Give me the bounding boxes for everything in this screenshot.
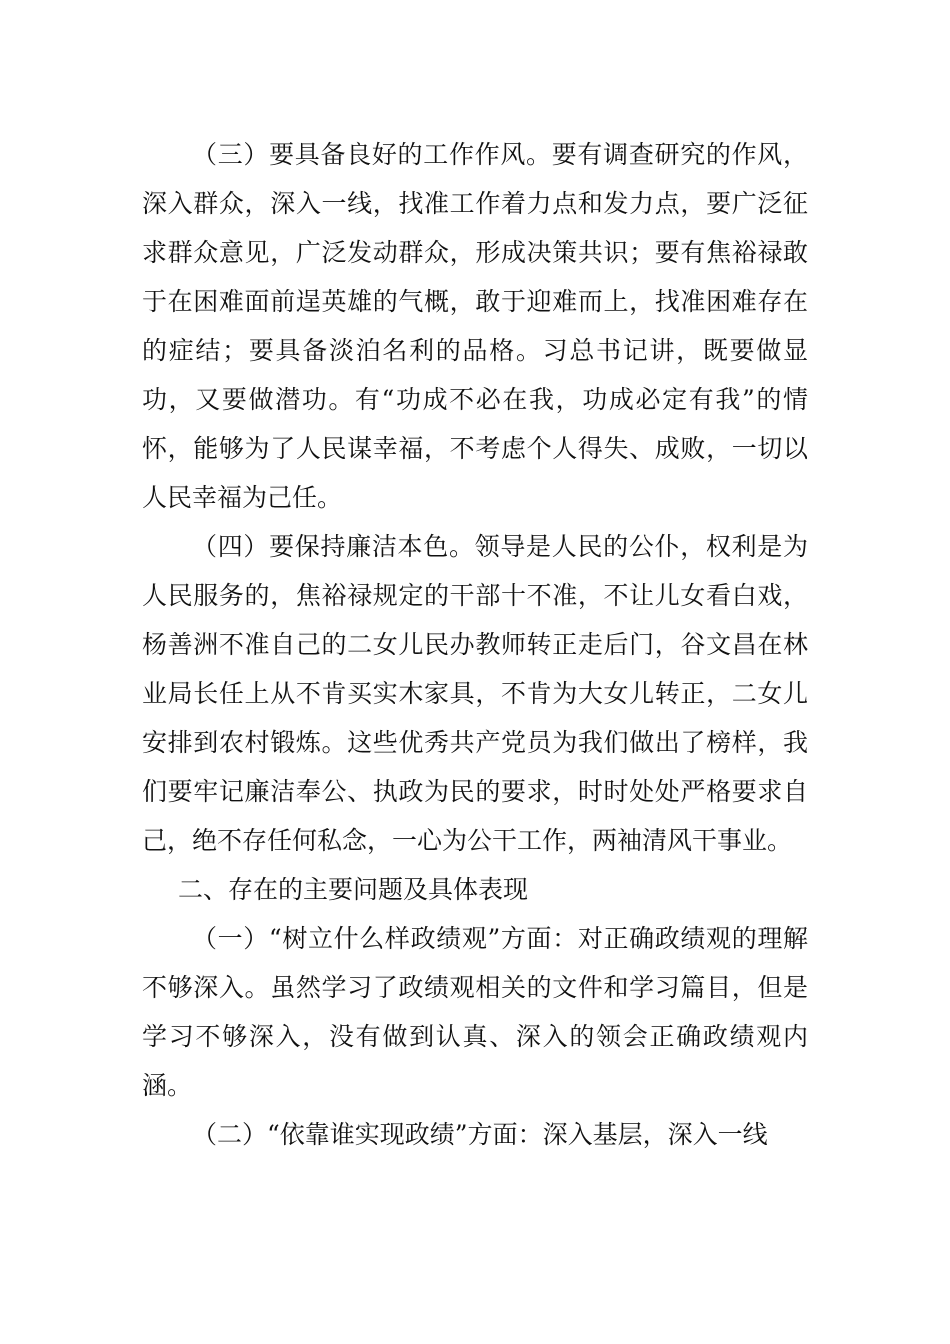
- section-heading: 二、存在的主要问题及具体表现: [178, 875, 529, 904]
- document-body: [142, 130, 808, 1159]
- paragraph-performance-view: （一）“树立什么样政绩观”方面：对正确政绩观的理解不够深入。虽然学习了政绩观相关的文件和学习篇目，但是学习不够深入，没有做到认真、深入的领会正确政绩观内涵。: [142, 924, 808, 1100]
- paragraph-integrity: （四）要保持廉洁本色。领导是人民的公仆，权利是为人民服务的，焦裕禄规定的干部十不准，不让儿女看白戏，杨善洲不准自己的二女儿民办教师转正走后门，谷文昌在林业局长任上从不肯买实木家具，不肯为大女儿转正，二女儿安排到农村锻炼。这些优秀共产党员为我们做出了榜样，我们要牢记廉洁奉公、执政为民的要求，时时处处严格要求自己，绝不存任何私念，一心为公干工作，两袖清风干事业。: [142, 532, 808, 855]
- paragraph-work-style: （三）要具备良好的工作作风。要有调查研究的作风，深入群众，深入一线，找准工作着力点和发力点，要广泛征求群众意见，广泛发动群众，形成决策共识；要有焦裕禄敢于在困难面前逞英雄的气概，敢于迎难而上，找准困难存在的症结；要具备淡泊名利的品格。习总书记讲，既要做显功，又要做潜功。有“功成不必在我，功成必定有我”的情怀，能够为了人民谋幸福，不考虑个人得失、成败，一切以人民幸福为己任。: [142, 140, 808, 512]
- paragraph-relying-on-whom: （二）“依靠谁实现政绩”方面：深入基层，深入一线: [192, 1120, 768, 1149]
